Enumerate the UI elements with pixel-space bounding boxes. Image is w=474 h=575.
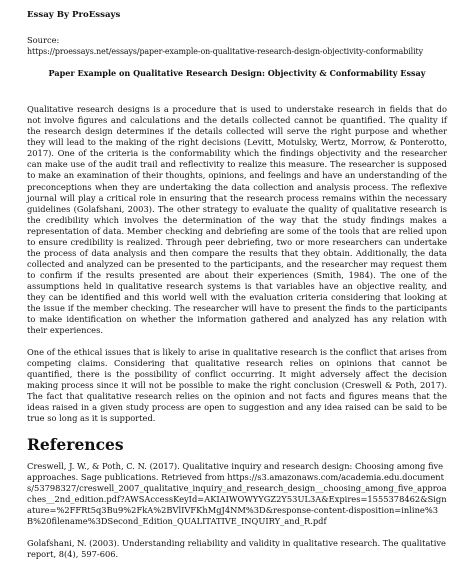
reference-url-link[interactable]: https://s3.amazonaws.com/academia.edu.documents/53798327/creswell_2007_qualitative_inquiry_and_research_design__choosing_among_five_approaches__2nd_edition.pdf?AWSAccessKeyId=AKIAIWOWYYGZ2Y53UL3A&Expires=1555378462&Signature=%2FFRt5q3Bu9%2FkA%2BVlIVFKhMgJ4NM%3D&response-content-disposition=inline%3B%20filename%3DSecond_Edition_QUALITATIVE_INQUIRY_and_R.pdf [27,471,447,526]
source-url-link[interactable]: https://proessays.net/essays/paper-example-on-qualitative-research-design-objectivity-conformability [27,47,423,57]
reference-text: Creswell, J. W., & Poth, C. N. (2017). Qualitative inquiry and research design: Choosing among five approaches. Sage publications. Retrieved from [27,460,444,482]
references-heading: References [27,434,124,454]
brand-header: Essay By ProEssays [27,10,121,20]
reference-item-golafshani [27,538,447,560]
source-label: Source: [27,35,60,46]
essay-paragraph-2: One of the ethical issues that is likely to arise in qualitative research is the conflict that arises from competing claims. Considering that qualitative research relies on opinions that cannot be quantified, there is the possibility of conflict occurring. It might adversely affect the decision making process since it will not be possible to make the right conclusion (Creswell & Poth, 2017). The fact that qualitative research relies on the opinion and not facts and figures means that the ideas raised in a given study process are open to suggestion and any idea raised can be said to be true so long as it is supported. [27,347,447,424]
reference-text: Golafshani, N. (2003). Understanding reliability and validity in qualitative research. The qualitative report, 8(4), 597-606. [27,537,446,559]
essay-paragraph-1: Qualitative research designs is a procedure that is used to understake research in fields that do not involve figures and calculations and the details collected cannot be quantified. The quality if the research design determines if the details collected will serve the right purpose and whether they will lead to the making of the right decisions (Levitt, Motulsky, Wertz, Morrow, & Ponterotto, 2017). One of the criteria is the conformability which the findings objectivity and the researcher can make use of the audit trail and reflectivity to realize this measure. The researcher is supposed to make an examination of their thoughts, opinions, and feelings and have an understanding of the preconceptions when they are undertaking the data collection and analysis process. The reflexive journal will play a critical role in ensuring that the research process remains within the necessary guidelines (Golafshani, 2003). The other strategy to evaluate the quality of qualitative research is the credibility which involves the determination of the way that the study findings makes a representation of data. Member checking and debriefing are some of the tools that are relied upon to ensure credibility is realized. Through peer debriefing, two or more researchers can undertake the process of data analysis and then compare the results that they obtain. Additionally, the data collected and analyzed can be presented to the participants, and the researcher may request them to confirm if the results presented are about their experiences (Smith, 1984). The one of the assumptions held in qualitative research systems is that variables have an objective reality, and they can be identified and this world well with the evaluation criteria considering that looking at the issue if the member checking. The researcher will have to present the finds to the participants to make identification on whether the information gathered and analyzed has any relation with their experiences. [27,104,447,336]
reference-item-creswell [27,461,447,527]
essay-title: Paper Example on Qualitative Research Design: Objectivity & Conformability Essay [48,68,426,79]
